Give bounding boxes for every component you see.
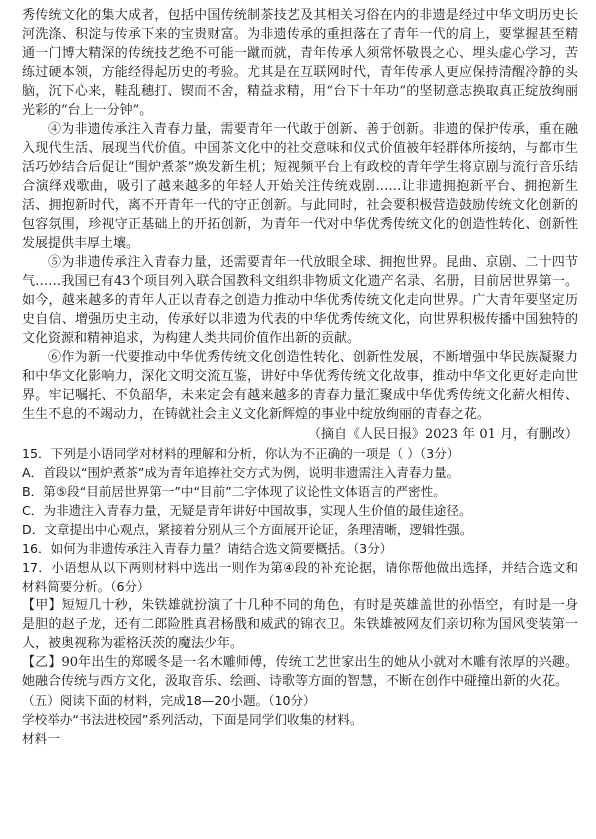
question-17-material-yi: 【乙】90年出生的郑暖冬是一名木雕师傅，传统工艺世家出生的她从小就对木雕有浓厚的兴趣。她融合传统与西方文化，汲取音乐、绘画、诗歌等方面的智慧，不断在创作中碰撞出新的火花。 [22,655,578,689]
passage-paragraph-4: ④为非遗传承注入青春力量，需要青年一代敢于创新、善于创新。非遗的保护传承，重在融入现代生活、展现当代价值。中国茶文化中的社交意味和仪式价值被年轻群体所接纳，与都市生活巧妙结合后促让“围炉煮茶”焕发新生机；短视频平台上有政校的青年学生将京剧与流行音乐结合演绎戏歌曲，吸引了越来越多的年轻人开始关注传统戏剧……让非遗拥抱新平台、拥抱新生活、拥抱新时代，离不开青年一代的守正创新。与此同时，社会要积极营造鼓励传统文化创新的包容氛围，珍视守正基础上的开拓创新，为青年一代对中华优秀传统文化的创造性转化、创新性发展提供丰厚土壤。 [22,122,578,251]
passage-paragraph-5: ⑤为非遗传承注入青春力量，还需要青年一代放眼全球、拥抱世界。昆曲、京剧、二十四节气……我国已有43个项目列入联合国教科文组织非物质文化遗产名录、名册，目前居世界第一。如今，越来越多的青年人正以青春之创造力推动中华优秀传统文化走向世界。广大青年要坚定历史自信、增强历史主动，传承好以非遗为代表的中华优秀传统文化，向世界积极传播中国独特的文化资源和精神追求，为构建人类共同价值作出新的贡献。 [22,255,578,346]
passage-intro-paragraph: 秀传统文化的集大成者，包括中国传统制茶技艺及其相关习俗在内的非遗是经过中华文明历史长河洗涤、积淀与传承下来的宝贵财富。为非遗传承的重担落在了青年一代的肩上，要掌握甚至精通一门博大精深的传统技艺绝不可能一蹴而就，青年传承人须常怀敬畏之心、埋头虚心学习，苦练过硬本领，方能经得起历史的考验。尤其是在互联网时代，青年传承人更应保持清醒冷静的头脑，沉下心来，鞋乱穗打、锲而不舍，精益求精，用“台下十年功”的坚韧意志换取真正绽放绚丽光彩的“台上一分钟”。 [22,8,578,118]
document-page [22,6,578,748]
passage-source: （摘自《人民日报》2023 年 01 月，有删改） [307,427,578,442]
question-15-option-d: D．文章提出中心观点，紧接着分别从三个方面展开论证，条理清晰，逻辑性强。 [22,522,473,537]
passage-paragraph-6: ⑥作为新一代要推动中华优秀传统文化创造性转化、创新性发展，不断增强中华民族凝聚力和中华文化影响力，深化文明交流互鉴，讲好中华优秀传统文化故事，推动中华文化更好走向世界。牢记嘱托、不负韶华，未来定会有越来越多的青春力量汇聚成中华优秀传统文化薪火相传、生生不息的不竭动力，在铸就社会主义文化新辉煌的事业中绽放绚丽的青春之花。 [22,350,578,422]
question-17-stem: 17．小语想从以下两则材料中选出一则作为第④段的补充论据，请你帮他做出选择，并结合选文和材料简要分析。（6分） [22,560,578,594]
question-15-option-c: C．为非遗注入青春力量，无疑是青年讲好中国故事，实现人生价值的最佳途径。 [22,503,472,518]
question-17-material-jia: 【甲】短短几十秒，朱铁雄就扮演了十几种不同的角色，有时是英雄盖世的孙悟空，有时是一身是胆的赵子龙，还有二郎险胜真君杨戬和威武的锦衣卫。朱铁雄被网友们亲切称为国风变装第一人，被奥视称为霍格沃茨的魔法少年。 [22,598,578,651]
section-5-heading: （五）阅读下面的材料，完成18—20小题。（10分） [22,693,316,708]
question-15-option-b: B．第⑤段“目前居世界第一”中“目前”二字体现了议论性文体语言的严密性。 [22,484,446,499]
question-16-stem: 16．如何为非遗传承注入青春力量？请结合选文简要概括。（3分） [22,541,393,556]
section-5-material-label: 材料一 [22,731,60,746]
question-15-option-a: A．首段以“围炉煮茶”成为青年追捧社交方式为例，说明非遗需注入青春力量。 [22,465,460,480]
question-15-stem: 15．下列是小语同学对材料的理解和分析，你认为不正确的一项是（ ）（3分） [22,446,460,461]
section-5-intro: 学校举办“书法进校园”系列活动，下面是同学们收集的材料。 [22,712,363,727]
